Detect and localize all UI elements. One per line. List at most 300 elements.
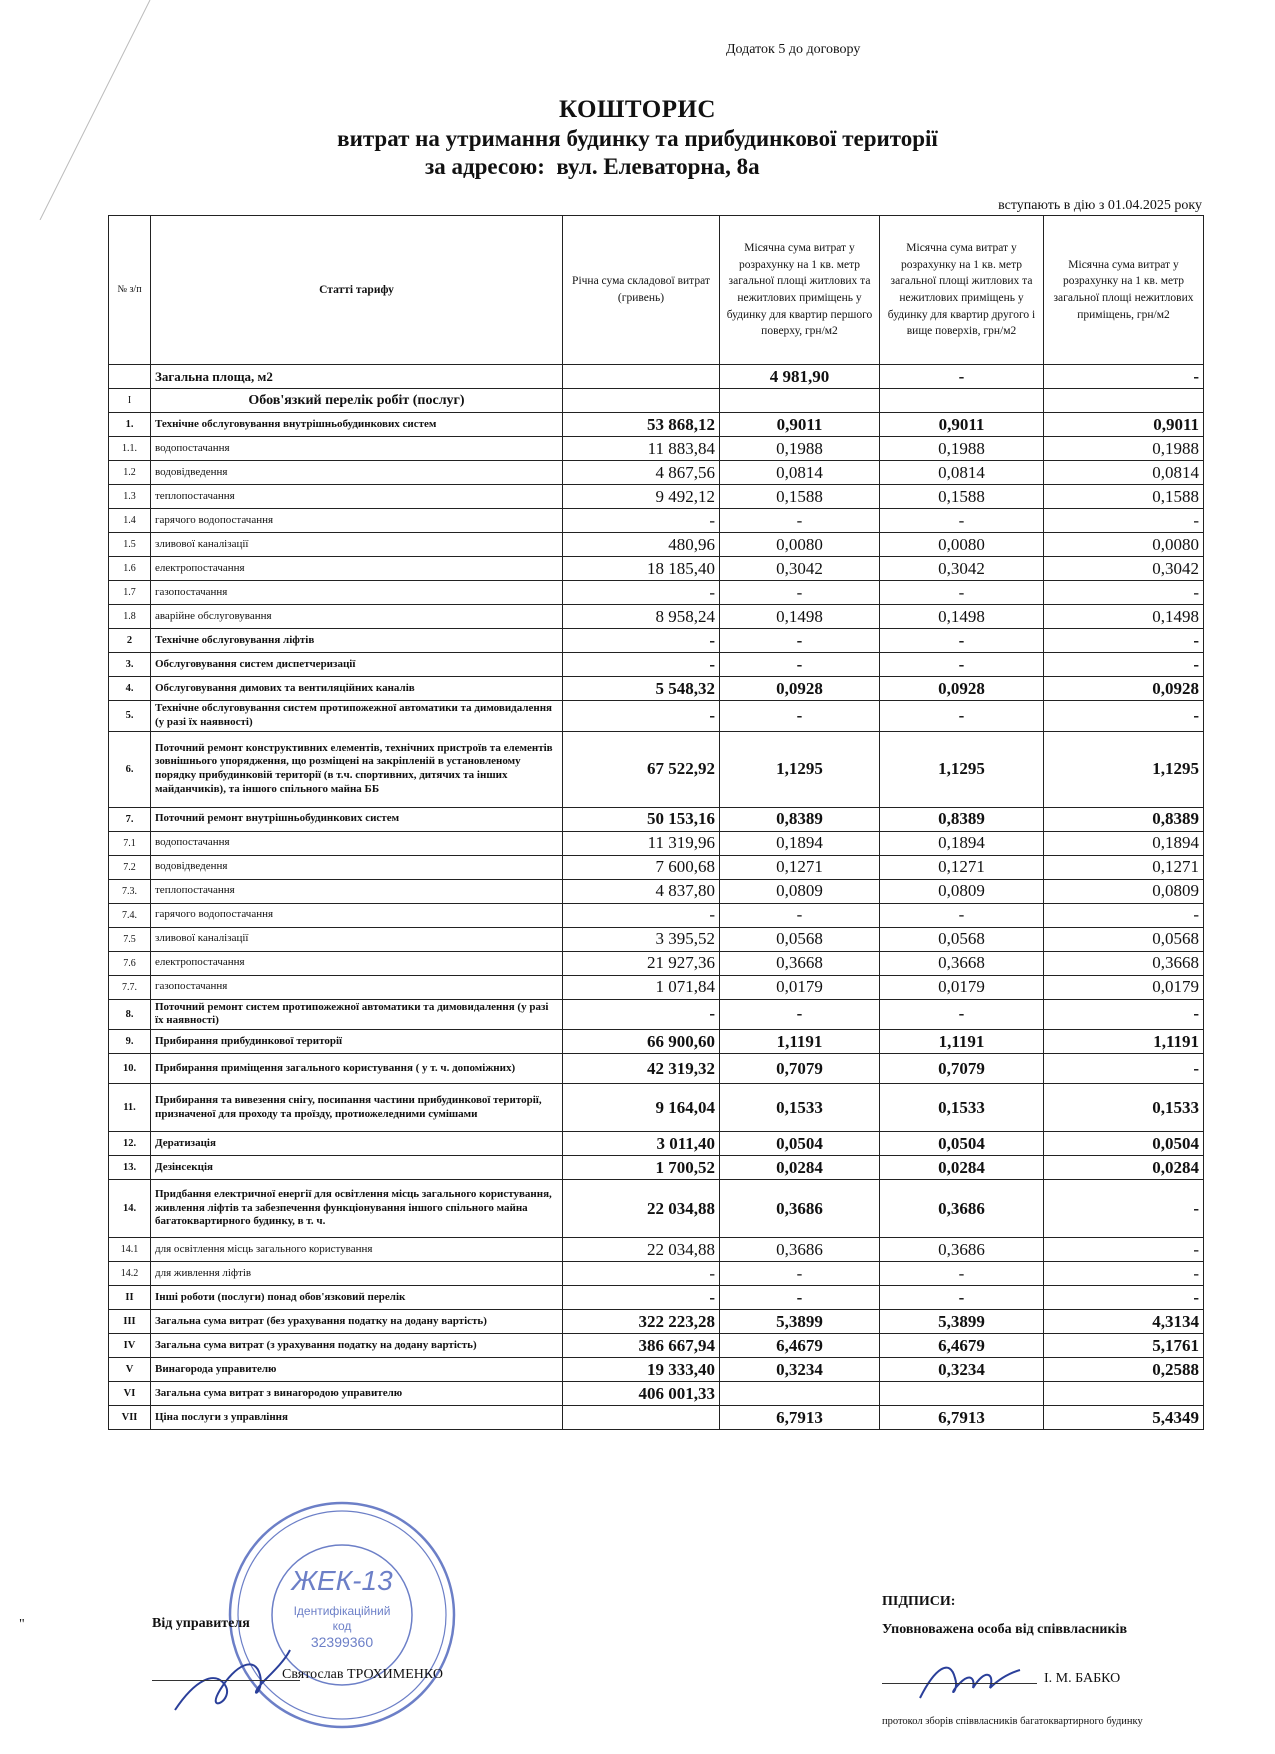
row-name: Обслуговування систем диспетчеризації [151,653,563,677]
row-nonresidential: - [1044,1238,1204,1262]
row-first-floor [720,1382,880,1406]
row-annual: 50 153,16 [563,807,720,831]
from-manager-label: Від управителя [152,1616,250,1631]
manager-signature-line [152,1680,300,1681]
table-row [109,951,1204,975]
section-i-row [109,389,1204,413]
row-first-floor: - [720,1262,880,1286]
row-nonresidential: 0,1588 [1044,485,1204,509]
row-annual: 66 900,60 [563,1030,720,1054]
row-name: водопостачання [151,437,563,461]
stamp-id-label: Ідентифікаційний [293,1604,391,1618]
table-row [109,701,1204,732]
table-row [109,1358,1204,1382]
row-upper-floors: 0,7079 [880,1054,1044,1084]
row-first-floor: 0,0814 [720,461,880,485]
table-row [109,927,1204,951]
row-number: 14.1 [109,1238,151,1262]
row-first-floor: - [720,701,880,732]
row-annual: 386 667,94 [563,1334,720,1358]
row-upper-floors: 0,3686 [880,1180,1044,1238]
row-number: VII [109,1406,151,1430]
table-row [109,903,1204,927]
area-row [109,365,1204,389]
row-first-floor: 0,1498 [720,605,880,629]
row-first-floor: 0,1988 [720,437,880,461]
table-row [109,1030,1204,1054]
row-nonresidential: 0,3668 [1044,951,1204,975]
margin-mark: " [19,1617,25,1632]
row-nonresidential: 0,9011 [1044,413,1204,437]
row-annual: 4 837,80 [563,879,720,903]
row-upper-floors: 0,0814 [880,461,1044,485]
row-name: електропостачання [151,951,563,975]
row-first-floor: 0,8389 [720,807,880,831]
row-number: 1.7 [109,581,151,605]
row-number: 7.4. [109,903,151,927]
row-name: Технічне обслуговування внутрішньобудинкових систем [151,413,563,437]
row-first-floor: 0,0284 [720,1156,880,1180]
row-number: 7.5 [109,927,151,951]
row-annual: 19 333,40 [563,1358,720,1382]
row-number: 9. [109,1030,151,1054]
row-nonresidential: 4,3134 [1044,1310,1204,1334]
row-annual: - [563,999,720,1030]
row-name: гарячого водопостачання [151,509,563,533]
row-nonresidential: 1,1295 [1044,731,1204,807]
row-name: зливової каналізації [151,927,563,951]
row-nonresidential: 0,0814 [1044,461,1204,485]
area-label: Загальна площа, м2 [151,365,563,389]
row-first-floor: 0,0080 [720,533,880,557]
row-number: 13. [109,1156,151,1180]
row-nonresidential: - [1044,1262,1204,1286]
table-row [109,1334,1204,1358]
row-annual: 406 001,33 [563,1382,720,1406]
row-name: Інші роботи (послуги) понад обов'язковий перелік [151,1286,563,1310]
row-nonresidential: 0,0928 [1044,677,1204,701]
row-number: 1.1. [109,437,151,461]
row-nonresidential: - [1044,1180,1204,1238]
table-row [109,1382,1204,1406]
table-row [109,1262,1204,1286]
row-number: 11. [109,1084,151,1132]
row-number: 8. [109,999,151,1030]
row-first-floor: - [720,1286,880,1310]
row-upper-floors: 0,1533 [880,1084,1044,1132]
row-name: аварійне обслуговування [151,605,563,629]
row-nonresidential: - [1044,701,1204,732]
row-number: V [109,1358,151,1382]
table-row [109,1054,1204,1084]
row-upper-floors: 6,4679 [880,1334,1044,1358]
table-row [109,1286,1204,1310]
authorized-person-label: Уповноважена особа від співвласників [882,1622,1127,1637]
row-first-floor: 0,3686 [720,1238,880,1262]
row-upper-floors: - [880,903,1044,927]
row-number: 10. [109,1054,151,1084]
col-header-upper-floors: Місячна сума витрат у розрахунку на 1 кв. метр загальної площі житлових та нежитлових приміщень у будинку для квартир другого і вище поверхів, грн/м2 [880,216,1044,365]
authorized-person-signature-line [882,1683,1037,1684]
table-row [109,629,1204,653]
row-upper-floors: - [880,509,1044,533]
row-annual: 3 395,52 [563,927,720,951]
row-first-floor: - [720,999,880,1030]
row-number: 6. [109,731,151,807]
row-annual: 1 700,52 [563,1156,720,1180]
row-nonresidential: 0,0179 [1044,975,1204,999]
row-name: Дезінсекція [151,1156,563,1180]
row-annual: 5 548,32 [563,677,720,701]
row-annual: 11 883,84 [563,437,720,461]
row-annual: 9 164,04 [563,1084,720,1132]
row-annual: - [563,509,720,533]
row-first-floor: 0,3668 [720,951,880,975]
table-header-row [109,216,1204,365]
area-num-cell [109,365,151,389]
row-nonresidential: - [1044,653,1204,677]
table-row [109,509,1204,533]
row-first-floor: - [720,509,880,533]
row-nonresidential: 0,0504 [1044,1132,1204,1156]
row-upper-floors: 6,7913 [880,1406,1044,1430]
row-nonresidential: - [1044,1054,1204,1084]
row-upper-floors: - [880,653,1044,677]
row-number: II [109,1286,151,1310]
row-first-floor: - [720,581,880,605]
row-number: III [109,1310,151,1334]
row-number: 2 [109,629,151,653]
row-number: 1.3 [109,485,151,509]
row-name: зливової каналізації [151,533,563,557]
row-first-floor: 0,3686 [720,1180,880,1238]
row-name: Загальна сума витрат (без урахування податку на додану вартість) [151,1310,563,1334]
row-number: 5. [109,701,151,732]
row-upper-floors: 0,0809 [880,879,1044,903]
area-value: 4 981,90 [720,365,880,389]
row-upper-floors: 0,1988 [880,437,1044,461]
row-number: 14. [109,1180,151,1238]
row-nonresidential: - [1044,999,1204,1030]
row-upper-floors: - [880,629,1044,653]
row-number: 7.6 [109,951,151,975]
row-first-floor: 6,7913 [720,1406,880,1430]
document-subtitle: витрат на утримання будинку та прибудинкової території [337,126,938,151]
row-upper-floors: 0,8389 [880,807,1044,831]
row-nonresidential [1044,1382,1204,1406]
col-header-article: Статті тарифу [151,216,563,365]
area-c5: - [1044,365,1204,389]
row-name: для живлення ліфтів [151,1262,563,1286]
col-header-first-floor: Місячна сума витрат у розрахунку на 1 кв. метр загальної площі житлових та нежитлових приміщень у будинку для квартир першого поверху, грн/м2 [720,216,880,365]
table-row [109,605,1204,629]
row-first-floor: 0,0568 [720,927,880,951]
row-annual: 480,96 [563,533,720,557]
signatures-title: ПІДПИСИ: [882,1594,956,1609]
row-nonresidential: 0,8389 [1044,807,1204,831]
row-nonresidential: 0,0568 [1044,927,1204,951]
row-nonresidential: 0,1498 [1044,605,1204,629]
table-row [109,1156,1204,1180]
row-nonresidential: - [1044,509,1204,533]
section-i-num: I [109,389,151,413]
row-name: Загальна сума витрат з винагородою управителю [151,1382,563,1406]
authorized-person-name: І. М. БАБКО [1044,1671,1121,1686]
row-upper-floors: 1,1191 [880,1030,1044,1054]
table-row [109,807,1204,831]
row-nonresidential: - [1044,1286,1204,1310]
row-number: 4. [109,677,151,701]
row-number: 3. [109,653,151,677]
row-name: газопостачання [151,975,563,999]
row-first-floor: 1,1295 [720,731,880,807]
row-upper-floors: 0,1588 [880,485,1044,509]
row-first-floor: 5,3899 [720,1310,880,1334]
stamp-code-label: код [332,1619,352,1633]
row-annual: - [563,1286,720,1310]
row-upper-floors: - [880,581,1044,605]
row-upper-floors: 0,1498 [880,605,1044,629]
row-number: 12. [109,1132,151,1156]
row-upper-floors: - [880,999,1044,1030]
section-i-label: Обов'язкий перелік робіт (послуг) [151,389,563,413]
row-name: водовідведення [151,461,563,485]
row-annual: 3 011,40 [563,1132,720,1156]
section-i-empty-1 [563,389,720,413]
row-nonresidential: - [1044,581,1204,605]
row-number: 7.7. [109,975,151,999]
row-upper-floors: 0,0568 [880,927,1044,951]
table-row [109,461,1204,485]
row-number: 1.6 [109,557,151,581]
stamp-center-text: ЖЕК-13 [291,1565,393,1596]
row-nonresidential: - [1044,629,1204,653]
row-name: Прибирання та вивезення снігу, посипання частини прибудинкової території, призначеної для проходу та проїзду, протиожеледними сумішами [151,1084,563,1132]
appendix-label: Додаток 5 до договору [726,42,861,57]
col-header-num: № з/п [109,216,151,365]
section-i-empty-3 [880,389,1044,413]
table-row [109,1180,1204,1238]
row-annual: 9 492,12 [563,485,720,509]
row-annual: 18 185,40 [563,557,720,581]
manager-name: Святослав ТРОХИМЕНКО [282,1667,443,1682]
row-number: 1. [109,413,151,437]
row-nonresidential: 0,1894 [1044,831,1204,855]
row-annual: 53 868,12 [563,413,720,437]
row-number: VI [109,1382,151,1406]
row-first-floor: - [720,653,880,677]
row-annual: 4 867,56 [563,461,720,485]
row-upper-floors: 0,3234 [880,1358,1044,1382]
row-name: Прибирання приміщення загального користування ( у т. ч. допоміжних) [151,1054,563,1084]
row-upper-floors: 0,1271 [880,855,1044,879]
row-annual: 1 071,84 [563,975,720,999]
table-row [109,831,1204,855]
row-upper-floors: 0,3042 [880,557,1044,581]
row-annual: 22 034,88 [563,1180,720,1238]
row-number: 7.3. [109,879,151,903]
row-number: 1.2 [109,461,151,485]
authorized-person-signature [915,1648,1025,1708]
row-name: Ціна послуги з управління [151,1406,563,1430]
table-row [109,879,1204,903]
row-first-floor: 0,0809 [720,879,880,903]
row-first-floor: 0,3234 [720,1358,880,1382]
row-name: Поточний ремонт внутрішньобудинкових систем [151,807,563,831]
row-upper-floors: 0,0179 [880,975,1044,999]
row-upper-floors: 0,0284 [880,1156,1044,1180]
row-annual [563,1406,720,1430]
row-upper-floors: 0,9011 [880,413,1044,437]
row-upper-floors: 0,3686 [880,1238,1044,1262]
row-name: газопостачання [151,581,563,605]
row-number: 7.1 [109,831,151,855]
row-upper-floors: 0,0080 [880,533,1044,557]
row-annual: - [563,581,720,605]
row-name: електропостачання [151,557,563,581]
row-nonresidential: 0,0284 [1044,1156,1204,1180]
table-row [109,437,1204,461]
row-number: 14.2 [109,1262,151,1286]
row-annual: - [563,629,720,653]
row-nonresidential: 0,1988 [1044,437,1204,461]
table-row [109,1084,1204,1132]
row-annual: 42 319,32 [563,1054,720,1084]
row-annual: 322 223,28 [563,1310,720,1334]
row-name: Прибирання прибудинкової території [151,1030,563,1054]
table-row [109,533,1204,557]
row-name: Придбання електричної енергії для освітлення місць загального користування, живлення ліфтів та забезпечення функціонування іншого спільного майна багатоквартирного будинку, в т. ч. [151,1180,563,1238]
area-c4: - [880,365,1044,389]
row-nonresidential: 0,2588 [1044,1358,1204,1382]
row-annual: - [563,1262,720,1286]
table-row [109,557,1204,581]
table-row [109,581,1204,605]
protocol-note: протокол зборів співвласників багатоквартирного будинку [882,1716,1143,1727]
row-annual: - [563,701,720,732]
row-upper-floors: - [880,1262,1044,1286]
row-nonresidential: 5,1761 [1044,1334,1204,1358]
row-name: Винагорода управителю [151,1358,563,1382]
document-title: КОШТОРИС [559,96,716,123]
table-row [109,1238,1204,1262]
row-annual: 22 034,88 [563,1238,720,1262]
row-first-floor: 0,9011 [720,413,880,437]
row-upper-floors: 0,3668 [880,951,1044,975]
table-row [109,855,1204,879]
row-first-floor: 0,0504 [720,1132,880,1156]
row-first-floor: 0,0179 [720,975,880,999]
table-row [109,677,1204,701]
row-name: водопостачання [151,831,563,855]
budget-table [108,215,1204,1430]
row-first-floor: 0,1588 [720,485,880,509]
row-name: Обслуговування димових та вентиляційних каналів [151,677,563,701]
row-annual: - [563,653,720,677]
row-nonresidential: 0,1271 [1044,855,1204,879]
row-number: IV [109,1334,151,1358]
table-row [109,731,1204,807]
table-row [109,1132,1204,1156]
row-first-floor: 0,1894 [720,831,880,855]
row-first-floor: 0,1533 [720,1084,880,1132]
row-name: Технічне обслуговування систем протипожежної автоматики та димовидалення (у разі їх наявності) [151,701,563,732]
section-i-empty-4 [1044,389,1204,413]
row-name: Поточний ремонт конструктивних елементів, технічних пристроїв та елементів зовнішнього упорядження, що розміщені на закріпленій в установленому порядку прибудинковій території (в т.ч. спортивних, дитячих та інших майданчиків), та іншого спільного майна ББ [151,731,563,807]
row-upper-floors: - [880,701,1044,732]
row-first-floor: 1,1191 [720,1030,880,1054]
row-annual: 8 958,24 [563,605,720,629]
row-upper-floors: 1,1295 [880,731,1044,807]
stamp-code: 32399360 [310,1634,374,1650]
effective-date: вступають в дію з 01.04.2025 року [998,198,1202,213]
col-header-annual: Річна сума складової витрат (гривень) [563,216,720,365]
row-first-floor: - [720,629,880,653]
row-annual: 11 319,96 [563,831,720,855]
row-upper-floors: 0,0928 [880,677,1044,701]
row-first-floor: 0,1271 [720,855,880,879]
row-first-floor: 0,3042 [720,557,880,581]
row-first-floor: 0,7079 [720,1054,880,1084]
table-row [109,413,1204,437]
row-annual: 21 927,36 [563,951,720,975]
row-nonresidential: - [1044,903,1204,927]
table-row [109,1310,1204,1334]
row-nonresidential: 1,1191 [1044,1030,1204,1054]
area-empty-cell [563,365,720,389]
row-number: 1.8 [109,605,151,629]
row-nonresidential: 0,1533 [1044,1084,1204,1132]
row-number: 7.2 [109,855,151,879]
row-upper-floors: - [880,1286,1044,1310]
row-first-floor: - [720,903,880,927]
table-row [109,999,1204,1030]
row-name: теплопостачання [151,879,563,903]
row-number: 7. [109,807,151,831]
row-name: теплопостачання [151,485,563,509]
row-upper-floors: 5,3899 [880,1310,1044,1334]
table-row [109,975,1204,999]
row-nonresidential: 5,4349 [1044,1406,1204,1430]
col-header-nonresidential: Місячна сума витрат у розрахунку на 1 кв. метр загальної площі нежитлових приміщень, грн/м2 [1044,216,1204,365]
row-nonresidential: 0,0080 [1044,533,1204,557]
row-annual: - [563,903,720,927]
row-name: Поточний ремонт систем протипожежної автоматики та димовидалення (у разі їх наявності) [151,999,563,1030]
row-annual: 7 600,68 [563,855,720,879]
row-nonresidential: 0,3042 [1044,557,1204,581]
row-number: 1.4 [109,509,151,533]
row-annual: 67 522,92 [563,731,720,807]
row-name: Загальна сума витрат (з урахування податку на додану вартість) [151,1334,563,1358]
row-first-floor: 0,0928 [720,677,880,701]
table-row [109,1406,1204,1430]
row-number: 1.5 [109,533,151,557]
table-row [109,653,1204,677]
row-upper-floors: 0,0504 [880,1132,1044,1156]
row-name: водовідведення [151,855,563,879]
row-name: для освітлення місць загального користування [151,1238,563,1262]
row-name: Технічне обслуговування ліфтів [151,629,563,653]
table-row [109,485,1204,509]
row-name: Дератизація [151,1132,563,1156]
row-upper-floors [880,1382,1044,1406]
address-line: за адресою: вул. Елеваторна, 8а [425,154,760,179]
section-i-empty-2 [720,389,880,413]
row-nonresidential: 0,0809 [1044,879,1204,903]
row-name: гарячого водопостачання [151,903,563,927]
row-upper-floors: 0,1894 [880,831,1044,855]
row-first-floor: 6,4679 [720,1334,880,1358]
